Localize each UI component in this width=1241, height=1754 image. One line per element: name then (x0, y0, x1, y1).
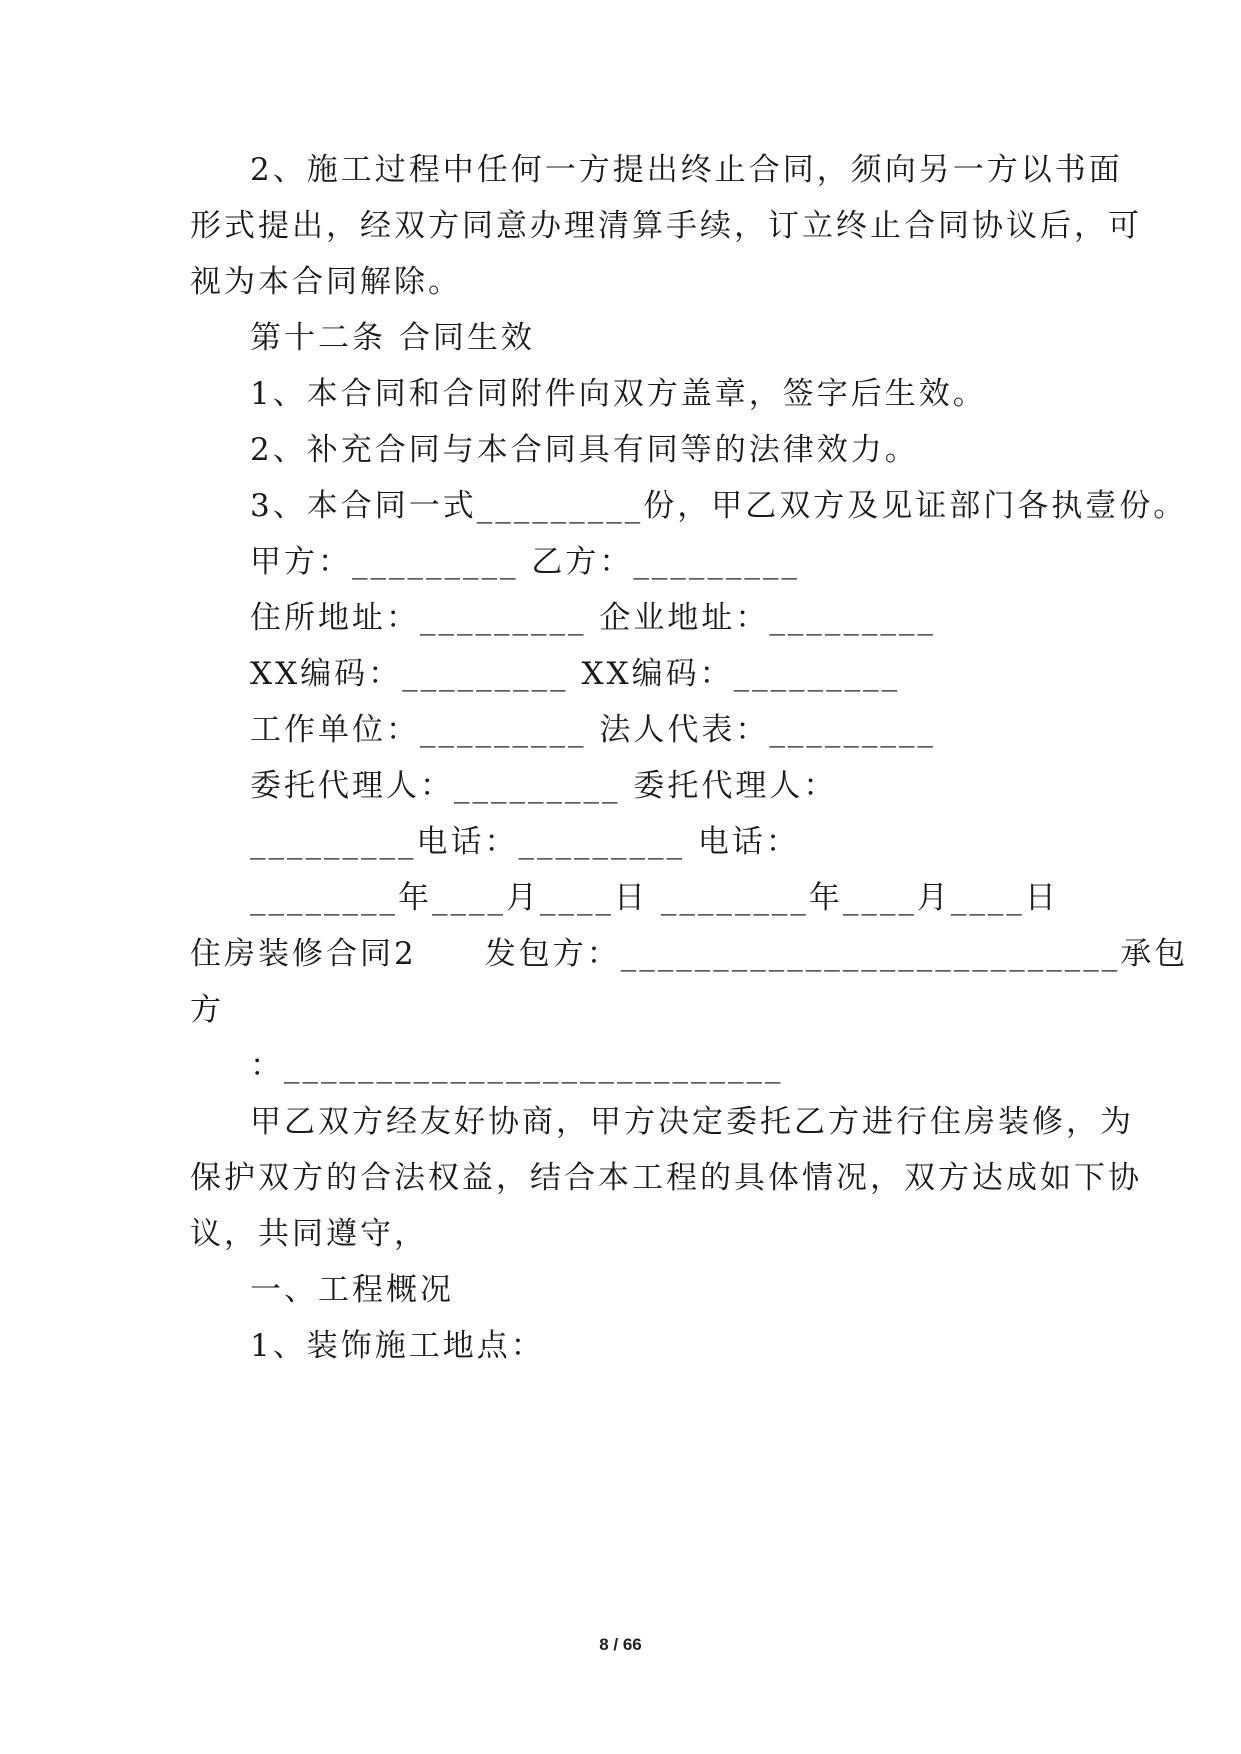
signature-field-line: 委托代理人：_________ 委托代理人： (250, 768, 838, 804)
signature-field-line: 工作单位：_________ 法人代表：_________ (250, 712, 936, 748)
paragraph-line: 1、装饰施工地点： (250, 1328, 545, 1364)
signature-field-line: _________电话：_________ 电话： (250, 824, 800, 860)
signature-field-line: 住所地址：_________ 企业地址：_________ (250, 600, 936, 636)
paragraph-line: 形式提出，经双方同意办理清算手续，订立终止合同协议后，可 (190, 208, 1142, 244)
page-number: 8 / 66 (599, 1635, 642, 1654)
paragraph-line: 1、本合同和合同附件向双方盖章，签字后生效。 (250, 376, 987, 412)
paragraph-line: 2、施工过程中任何一方提出终止合同，须向另一方以书面 (250, 152, 1123, 188)
paragraph-line: 甲乙双方经友好协商，甲方决定委托乙方进行住房装修，为 (250, 1104, 1134, 1140)
paragraph-line: 视为本合同解除。 (190, 264, 462, 300)
signature-field-line: XX编码：_________ XX编码：_________ (250, 656, 901, 692)
paragraph-line: 方 (190, 992, 224, 1028)
paragraph-line: 3、本合同一式_________份，甲乙双方及见证部门各执壹份。 (250, 488, 1188, 524)
signature-field-line: 甲方：_________ 乙方：_________ (250, 544, 800, 580)
section-heading: 一、工程概况 (250, 1272, 454, 1308)
section-heading: 第十二条 合同生效 (250, 320, 535, 356)
paragraph-line: 2、补充合同与本合同具有同等的法律效力。 (250, 432, 919, 468)
signature-field-line: ：___________________________ (250, 1048, 784, 1084)
contract-title-line: 住房装修合同2 发包方：___________________________承包 (190, 936, 1189, 972)
paragraph-line: 保护双方的合法权益，结合本工程的具体情况，双方达成如下协 (190, 1160, 1142, 1196)
date-field-line: ________年____月____日 ________年____月____日 (250, 880, 1059, 916)
paragraph-line: 议，共同遵守， (190, 1216, 428, 1252)
